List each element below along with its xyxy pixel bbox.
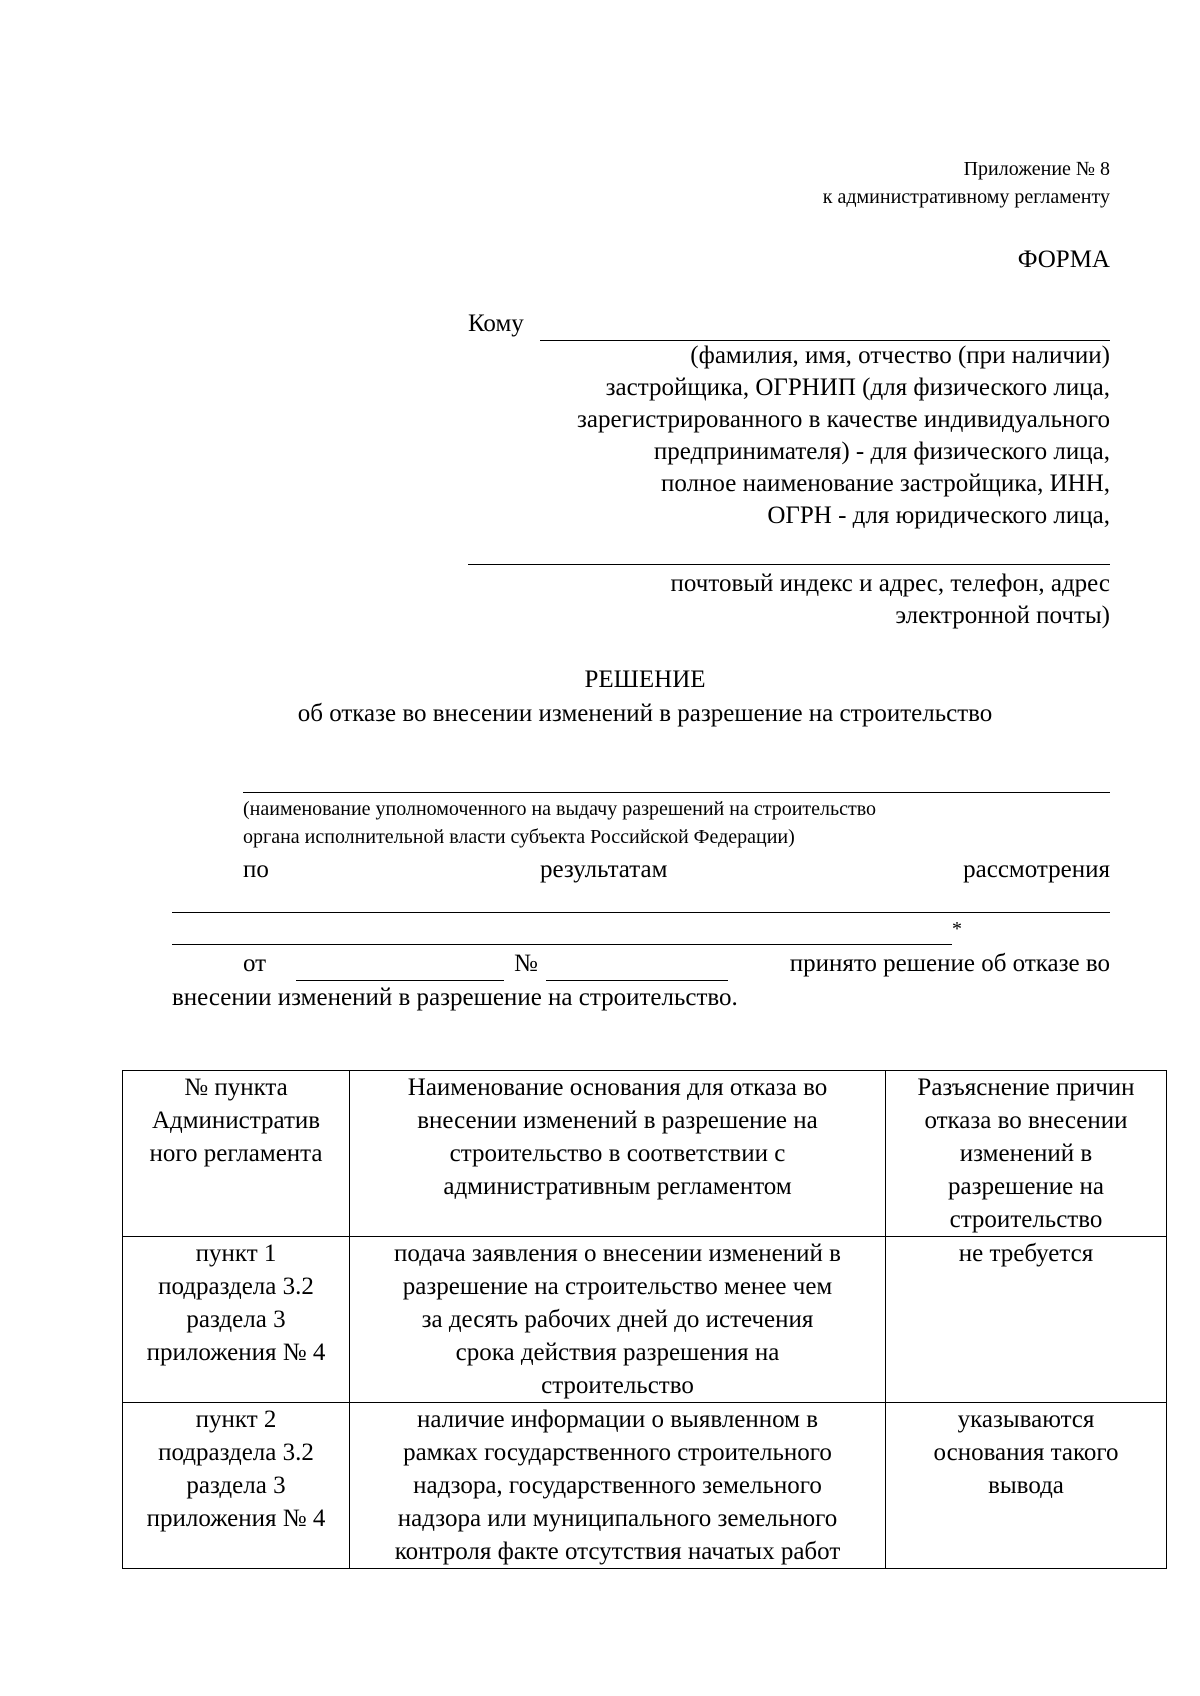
recipient-hint-line-5: полное наименование застройщика, ИНН, xyxy=(661,470,1110,497)
address-input-line[interactable] xyxy=(468,564,1110,565)
appendix-number: Приложение № 8 xyxy=(963,158,1110,180)
decision-text-line-2: внесении изменений в разрешение на строительство. xyxy=(172,984,738,1011)
review-subject-line-2[interactable] xyxy=(172,944,952,945)
review-word: рассмотрения xyxy=(963,856,1110,883)
date-prefix: от xyxy=(243,950,267,977)
date-input-line[interactable] xyxy=(296,980,504,981)
number-input-line[interactable] xyxy=(546,980,728,981)
recipient-hint-line-6: ОГРН - для юридического лица, xyxy=(767,502,1110,529)
recipient-input-line[interactable] xyxy=(540,340,1110,341)
table-header-row xyxy=(123,1071,1167,1237)
recipient-hint-line-3: зарегистрированного в качестве индивидуального xyxy=(577,406,1110,433)
header-cell-item: № пункта Административ ного регламента xyxy=(123,1071,350,1237)
recipient-hint-line-1: (фамилия, имя, отчество (при наличии) xyxy=(690,342,1110,369)
number-sign: № xyxy=(514,950,538,977)
decision-subtitle: об отказе во внесении изменений в разрешение на строительство xyxy=(297,700,993,727)
row-1-explanation-cell: не требуется xyxy=(886,1237,1167,1403)
authority-hint-line-1: (наименование уполномоченного на выдачу разрешений на строительство xyxy=(243,798,877,820)
recipient-hint-line-2: застройщика, ОГРНИП (для физического лица, xyxy=(605,374,1110,401)
decision-title: РЕШЕНИЕ xyxy=(584,666,706,693)
recipient-hint-line-4: предпринимателя) - для физического лица, xyxy=(653,438,1110,465)
address-hint-line-2: электронной почты) xyxy=(895,602,1110,629)
row-2-item-cell: пункт 2 подраздела 3.2 раздела 3 приложения № 4 xyxy=(123,1403,350,1569)
row-2-explanation-cell: указываются основания такого вывода xyxy=(886,1403,1167,1569)
review-subject-line-1[interactable] xyxy=(172,912,1110,913)
results-word: результатам xyxy=(540,856,668,883)
row-1-ground-cell: подача заявления о внесении изменений в разрешение на строительство менее чем за десять рабочих дней до истечения срока действия разрешения на строительство xyxy=(350,1237,886,1403)
table-row xyxy=(123,1403,1167,1569)
authority-hint-line-2: органа исполнительной власти субъекта Российской Федерации) xyxy=(243,826,795,848)
authority-input-line[interactable] xyxy=(243,792,1110,793)
decision-text-line-1: принято решение об отказе во xyxy=(789,950,1110,977)
recipient-label: Кому xyxy=(468,310,524,337)
by-word: по xyxy=(243,856,269,883)
regulation-reference: к административному регламенту xyxy=(822,186,1110,208)
form-label: ФОРМА xyxy=(1017,246,1110,273)
row-2-ground-cell: наличие информации о выявленном в рамках государственного строительного надзора, государственного земельного надзора или муниципального земельного контроля факте отсутствия начатых работ xyxy=(350,1403,886,1569)
row-1-item-cell: пункт 1 подраздела 3.2 раздела 3 приложения № 4 xyxy=(123,1237,350,1403)
asterisk-mark: * xyxy=(952,918,962,940)
header-cell-ground: Наименование основания для отказа во внесении изменений в разрешение на строительство в соответствии с административным регламентом xyxy=(350,1071,886,1237)
header-cell-explanation: Разъяснение причин отказа во внесении изменений в разрешение на строительство xyxy=(886,1071,1167,1237)
table-row xyxy=(123,1237,1167,1403)
refusal-grounds-table xyxy=(122,1070,1167,1569)
address-hint-line-1: почтовый индекс и адрес, телефон, адрес xyxy=(670,570,1110,597)
